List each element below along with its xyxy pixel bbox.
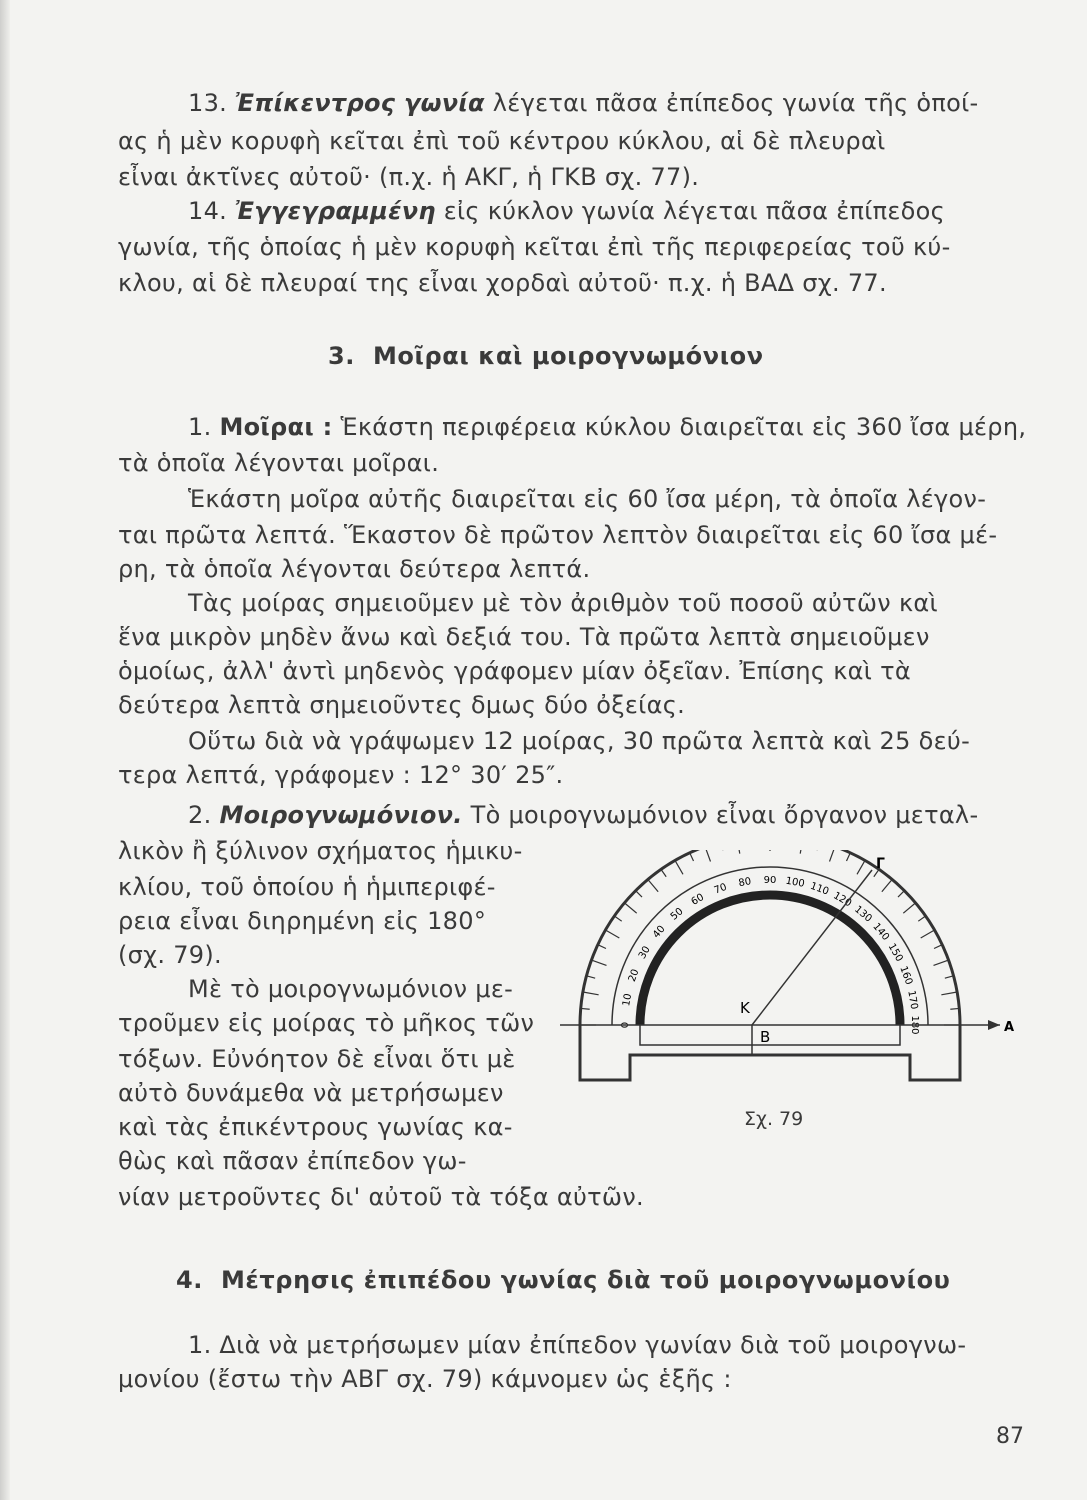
text-line: μονίου (ἔστω τὴν ΑΒΓ σχ. 79) κάμνομεν ὡς ἑξῆς :: [118, 1365, 732, 1393]
label-kappa: Κ: [740, 999, 750, 1017]
scale-tick: [737, 850, 740, 854]
arrow-a: [988, 1020, 1000, 1030]
protractor-figure: [560, 850, 1040, 1110]
scale-label: 0: [620, 1021, 631, 1029]
scale-label: 140: [870, 921, 892, 943]
scale-tick: [586, 976, 595, 978]
scale-label: 160: [897, 964, 915, 987]
scale-label: 40: [651, 923, 668, 941]
scale-tick: [934, 945, 942, 949]
text-line: τὰ ὁποῖα λέγονται μοῖραι.: [118, 449, 440, 477]
text-line: τροῦμεν εἰς μοίρας τὸ μῆκος τῶν: [118, 1009, 535, 1037]
scale-tick: [898, 891, 904, 897]
text-line: Τὰς μοίρας σημειοῦμεν μὲ τὸν ἀριθμὸν τοῦ ποσοῦ αὐτῶν καὶ: [188, 589, 938, 617]
text-line: ρεια εἶναι διηρημένη εἰς 180°: [118, 907, 487, 935]
scale-tick: [636, 891, 642, 897]
text-line: (σχ. 79).: [118, 941, 222, 969]
label-beta: Β: [760, 1028, 771, 1046]
scale-tick: [945, 976, 954, 978]
scale-tick: [882, 879, 892, 891]
scale-label: 10: [621, 992, 635, 1008]
figure-caption: Σχ. 79: [744, 1108, 804, 1130]
scale-tick: [661, 869, 666, 876]
page-number: 87: [996, 1424, 1024, 1449]
text-line: νίαν μετροῦντες δι' αὐτοῦ τὰ τόξα αὐτῶν.: [118, 1183, 644, 1211]
text-line: 1. Μοῖραι : Ἑκάστη περιφέρεια κύκλου διαιρεῖται εἰς 360 ἴσα μέρη,: [188, 413, 1027, 441]
text-line: 13. Ἐπίκεντρος γωνία λέγεται πᾶσα ἐπίπεδος γωνία τῆς ὁποί-: [188, 89, 979, 117]
scale-label: 20: [626, 967, 642, 984]
label-gamma: Γ: [876, 856, 885, 872]
text-line: ὁμοίως, ἀλλ' ἀντὶ μηδενὸς γράφομεν μίαν ὀξεῖαν. Ἐπίσης καὶ τὰ: [118, 657, 912, 685]
text-line: Οὕτω διὰ νὰ γράψωμεν 12 μοίρας, 30 πρῶτα λεπτὰ καὶ 25 δεύ-: [188, 727, 971, 755]
scale-tick: [690, 853, 694, 861]
scale-label: 60: [689, 891, 707, 908]
text-line: λικὸν ἢ ξύλινον σχήματος ἡμικυ-: [118, 837, 523, 865]
scale-label: 150: [885, 941, 905, 964]
text-line: κλου, αἱ δὲ πλευραί της εἶναι χορδαὶ αὐτοῦ· π.χ. ἡ ΒΑΔ σχ. 77.: [118, 269, 887, 297]
scale-label: 100: [784, 875, 806, 890]
scale-tick: [830, 850, 835, 861]
scale-tick: [918, 916, 925, 921]
text-line: ται πρῶτα λεπτά. Ἕκαστον δὲ πρῶτον λεπτὸν διαιρεῖται εἰς 60 ἴσα μέ-: [118, 521, 998, 549]
section-heading: 3. Μοῖραι καὶ μοιρογνωμόνιον: [328, 342, 764, 370]
scale-label: 170: [905, 989, 920, 1011]
scale-tick: [921, 930, 935, 938]
text-line: 1. Διὰ νὰ μετρήσωμεν μίαν ἐπίπεδον γωνίαν διὰ τοῦ μοιρογνω-: [188, 1331, 967, 1359]
text-line: κλίου, τοῦ ὁποίου ἡ ἡμιπεριφέ-: [118, 873, 496, 901]
scale-tick: [941, 992, 957, 995]
text-line: γωνία, τῆς ὁποίας ἡ μὲν κορυφὴ κεῖται ἐπὶ τῆς περιφερείας τοῦ κύ-: [118, 233, 951, 261]
scale-label: 30: [636, 944, 653, 962]
scale-tick: [705, 850, 710, 861]
scale-tick: [675, 860, 683, 874]
scale-tick: [857, 860, 865, 874]
scale-label: 80: [737, 876, 753, 890]
scale-tick: [581, 1008, 590, 1009]
scale-tick: [950, 1008, 959, 1009]
scale-tick: [624, 903, 636, 913]
scale-label: 110: [808, 880, 831, 898]
scale-tick: [934, 960, 949, 965]
label-alpha: Α: [1004, 1020, 1015, 1035]
scale-tick: [591, 960, 606, 965]
scale-tick: [583, 992, 599, 995]
scale-tick: [846, 853, 850, 861]
scale-tick: [800, 850, 803, 854]
scale-tick: [648, 879, 658, 891]
text-line: ας ἡ μὲν κορυφὴ κεῖται ἐπὶ τοῦ κέντρου κύκλου, αἱ δὲ πλευραὶ: [118, 127, 886, 155]
text-line: τερα λεπτά, γράφομεν : 12° 30′ 25″.: [118, 761, 564, 789]
text-line: 2. Μοιρογνωμόνιον. Τὸ μοιρογνωμόνιον εἶναι ὄργανον μεταλ-: [188, 801, 979, 829]
text-line: δεύτερα λεπτὰ σημειοῦντες δμως δύο ὀξείας.: [118, 691, 686, 719]
scale-label: 50: [668, 906, 686, 923]
scale-label: 90: [763, 875, 777, 886]
text-line: Ἑκάστη μοῖρα αὐτῆς διαιρεῖται εἰς 60 ἴσα μέρη, τὰ ὁποῖα λέγον-: [188, 485, 987, 513]
text-line: Μὲ τὸ μοιρογνωμόνιον με-: [188, 975, 514, 1003]
text-line: τόξων. Εὐνόητον δὲ εἶναι ὅτι μὲ: [118, 1045, 516, 1073]
text-line: 14. Ἐγγεγραμμένη εἰς κύκλον γωνία λέγεται πᾶσα ἐπίπεδος: [188, 197, 946, 225]
text-line: αὐτὸ δυνάμεθα νὰ μετρήσωμεν: [118, 1079, 504, 1107]
text-line: καὶ τὰς ἐπικέντρους γωνίας κα-: [118, 1113, 513, 1141]
scale-tick: [598, 945, 606, 949]
scale-tick: [903, 903, 915, 913]
scale-tick: [614, 916, 621, 921]
scale-label: 180: [909, 1015, 920, 1035]
scale-tick: [605, 930, 619, 938]
text-line: θὼς καὶ πᾶσαν ἐπίπεδον γω-: [118, 1147, 467, 1175]
scale-label: 120: [831, 890, 854, 910]
scale-label: 130: [852, 903, 874, 925]
scale-label: 70: [712, 881, 729, 897]
page-edge: [0, 0, 10, 1500]
text-line: ρη, τὰ ὁποῖα λέγονται δεύτερα λεπτά.: [118, 555, 591, 583]
section-heading: 4. Μέτρησις ἐπιπέδου γωνίας διὰ τοῦ μοιρογνωμονίου: [176, 1266, 951, 1294]
text-line: εἶναι ἀκτῖνες αὐτοῦ· (π.χ. ἡ ΑΚΓ, ἡ ΓΚΒ σχ. 77).: [118, 163, 700, 191]
text-line: ἕνα μικρὸν μηδὲν ἄνω καὶ δεξιά του. Τὰ πρῶτα λεπτὰ σημειοῦμεν: [118, 623, 930, 651]
